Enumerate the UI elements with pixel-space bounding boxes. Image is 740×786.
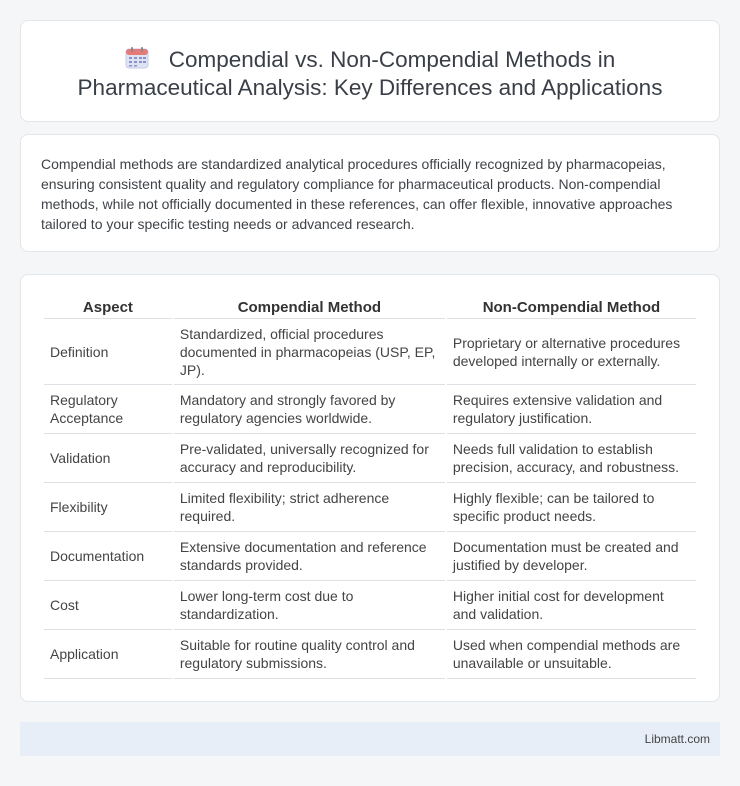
row-aspect: Definition — [44, 319, 172, 385]
calendar-icon — [125, 47, 149, 69]
header-non-compendial: Non-Compendial Method — [447, 296, 696, 319]
row-compendial: Limited flexibility; strict adherence required. — [174, 483, 445, 532]
title-line-1: Compendial vs. Non-Compendial Methods in — [168, 47, 616, 72]
comparison-table — [42, 296, 698, 679]
row-compendial: Standardized, official procedures documented in pharmacopeias (USP, EP, JP). — [174, 319, 445, 385]
title-card — [20, 20, 720, 122]
table-row — [44, 532, 696, 581]
row-non-compendial: Used when compendial methods are unavailable or unsuitable. — [447, 630, 696, 679]
table-row — [44, 319, 696, 385]
row-compendial: Extensive documentation and reference standards provided. — [174, 532, 445, 581]
row-non-compendial: Highly flexible; can be tailored to specific product needs. — [447, 483, 696, 532]
row-aspect: Flexibility — [44, 483, 172, 532]
table-header-row — [44, 296, 696, 319]
row-non-compendial: Documentation must be created and justified by developer. — [447, 532, 696, 581]
row-compendial: Mandatory and strongly favored by regulatory agencies worldwide. — [174, 385, 445, 434]
table-row — [44, 581, 696, 630]
title-line-2: Pharmaceutical Analysis: Key Differences and Applications — [77, 75, 663, 100]
row-compendial: Suitable for routine quality control and regulatory submissions. — [174, 630, 445, 679]
intro-card — [20, 134, 720, 252]
row-aspect: Validation — [44, 434, 172, 483]
row-aspect: Documentation — [44, 532, 172, 581]
row-non-compendial: Higher initial cost for development and validation. — [447, 581, 696, 630]
row-compendial: Lower long-term cost due to standardization. — [174, 581, 445, 630]
page-title — [21, 21, 719, 102]
row-aspect: Regulatory Acceptance — [44, 385, 172, 434]
table-row — [44, 483, 696, 532]
row-aspect: Application — [44, 630, 172, 679]
row-compendial: Pre-validated, universally recognized for accuracy and reproducibility. — [174, 434, 445, 483]
table-row — [44, 385, 696, 434]
intro-paragraph: Compendial methods are standardized analytical procedures officially recognized by pharmacopeias, ensuring consistent quality and regulatory compliance for pharmaceutical products. Non-compendial methods, while not officially documented in these references, can offer flexible, innovative approaches tailored to your specific testing needs or advanced research. — [41, 156, 673, 232]
header-compendial: Compendial Method — [174, 296, 445, 319]
table-row — [44, 630, 696, 679]
table-row — [44, 434, 696, 483]
comparison-card — [20, 274, 720, 702]
row-non-compendial: Requires extensive validation and regulatory justification. — [447, 385, 696, 434]
row-aspect: Cost — [44, 581, 172, 630]
row-non-compendial: Proprietary or alternative procedures developed internally or externally. — [447, 319, 696, 385]
footer — [20, 722, 720, 756]
header-aspect: Aspect — [44, 296, 172, 319]
footer-site-link[interactable]: Libmatt.com — [644, 732, 710, 746]
row-non-compendial: Needs full validation to establish precision, accuracy, and robustness. — [447, 434, 696, 483]
